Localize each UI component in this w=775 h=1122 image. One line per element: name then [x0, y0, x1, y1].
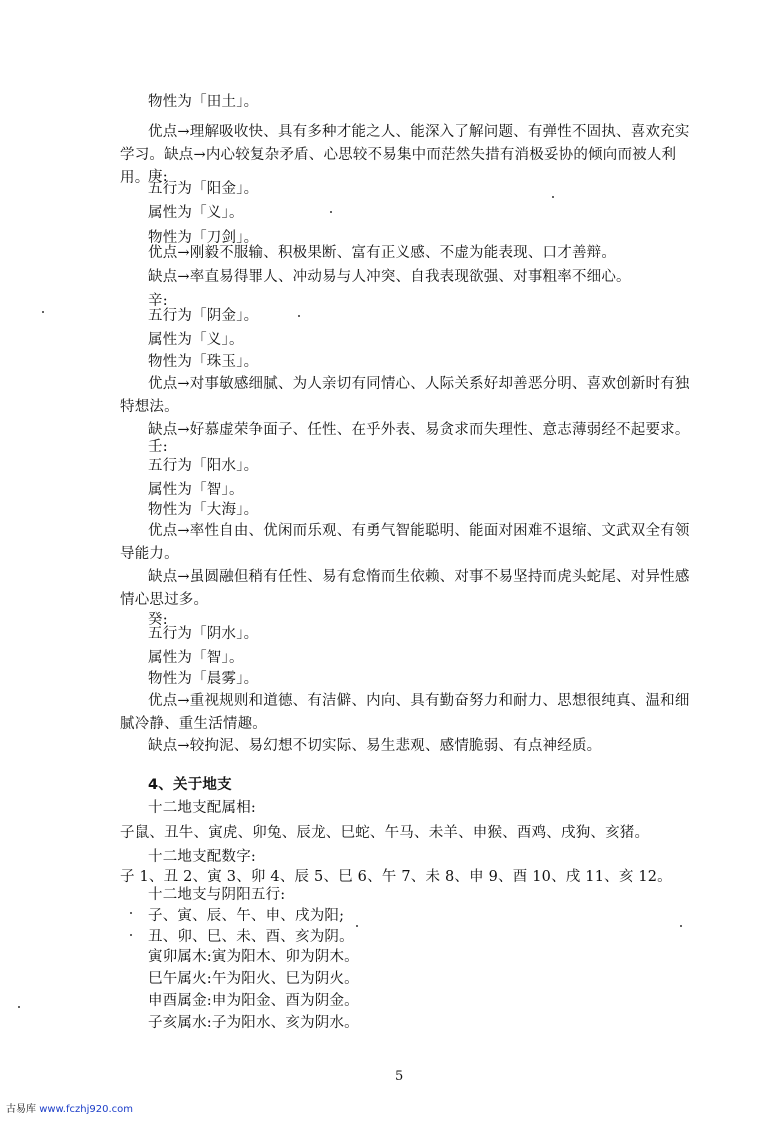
text-line: 物性为「刀剑」。: [148, 230, 259, 246]
text-line: 优点→刚毅不服输、积极果断、富有正义感、不虚为能表现、口才善辩。: [148, 245, 617, 261]
text-line: 十二地支配数字:: [148, 849, 256, 865]
footer-site: 古易库: [6, 1104, 36, 1115]
scan-speck: [298, 315, 300, 317]
section-heading: 4、关于地支: [148, 777, 232, 793]
text-line: 丑、卯、巳、未、酉、亥为阴。: [148, 929, 354, 945]
text-line: 十二地支与阴阳五行:: [148, 887, 286, 903]
text-paragraph: 优点→重视规则和道德、有洁僻、内向、具有勤奋努力和耐力、思想很纯真、温和细腻冷静、重生活情趣。: [120, 693, 690, 732]
text-line: 十二地支配属相:: [148, 800, 256, 816]
text-paragraph: 缺点→虽圆融但稍有任性、易有怠惰而生依赖、对事不易坚持而虎头蛇尾、对异性感情心思过多。: [120, 569, 690, 608]
text-line: 庚:: [148, 169, 168, 185]
text-line: 缺点→较拘泥、易幻想不切实际、易生悲观、感情脆弱、有点神经质。: [148, 738, 602, 754]
text-line: 属性为「智」。: [148, 650, 244, 666]
footer-watermark: [6, 1100, 133, 1115]
text-line: 子鼠、丑牛、寅虎、卯兔、辰龙、巳蛇、午马、未羊、申猴、酉鸡、戌狗、亥猪。: [120, 825, 650, 841]
scan-speck: [356, 925, 358, 927]
text-line: 五行为「阴水」。: [148, 626, 259, 642]
footer-url[interactable]: www.fczhj920.com: [39, 1104, 133, 1115]
text-line: 寅卯属木:寅为阳木、卯为阴木。: [148, 949, 359, 965]
scan-speck: [42, 311, 44, 313]
text-line: 癸:: [148, 612, 168, 628]
text-line: 子亥属水:子为阳水、亥为阴水。: [148, 1015, 359, 1031]
text-line: 五行为「阴金」。: [148, 308, 259, 324]
page-number: 5: [395, 1069, 404, 1084]
text-line: 属性为「智」。: [148, 482, 244, 498]
text-line: 缺点→好慕虚荣争面子、任性、在乎外表、易贪求而失理性、意志薄弱经不起要求。: [148, 422, 690, 438]
scan-speck: [130, 934, 132, 936]
scan-speck: [18, 1006, 20, 1008]
scan-speck: [330, 211, 332, 213]
scan-speck: [130, 912, 132, 914]
text-line: 物性为「珠玉」。: [148, 354, 259, 370]
text-line: 属性为「义」。: [148, 205, 244, 221]
text-line: 物性为「田土」。: [148, 94, 259, 110]
text-paragraph: 优点→理解吸收快、具有多种才能之人、能深入了解问题、有弹性不固执、喜欢充实学习。缺点→内心较复杂矛盾、心思较不易集中而茫然失措有消极妥协的倾向而被人利用。: [120, 124, 690, 186]
text-line: 申酉属金:申为阳金、酉为阴金。: [148, 993, 359, 1009]
scan-speck: [680, 925, 682, 927]
text-line: 缺点→率直易得罪人、冲动易与人冲突、自我表现欲强、对事粗率不细心。: [148, 269, 631, 285]
text-line: 属性为「义」。: [148, 332, 244, 348]
text-line: 子、寅、辰、午、申、戌为阳;: [148, 908, 345, 924]
text-line: 辛:: [148, 293, 168, 309]
text-line: 物性为「晨雾」。: [148, 671, 259, 687]
text-paragraph: 优点→对事敏感细腻、为人亲切有同情心、人际关系好却善恶分明、喜欢创新时有独特想法。: [120, 376, 690, 415]
text-line: 巳午属火:午为阳火、巳为阴火。: [148, 971, 359, 987]
text-line: 壬:: [148, 439, 168, 455]
scan-speck: [552, 196, 554, 198]
text-line: 物性为「大海」。: [148, 502, 259, 518]
text-line: 子 1、丑 2、寅 3、卯 4、辰 5、巳 6、午 7、未 8、申 9、酉 10、戌 11、亥 12。: [120, 869, 672, 885]
text-line: 五行为「阳水」。: [148, 458, 259, 474]
text-paragraph: 优点→率性自由、优闲而乐观、有勇气智能聪明、能面对困难不退缩、文武双全有领导能力。: [120, 523, 690, 562]
text-line: 五行为「阳金」。: [148, 181, 259, 197]
